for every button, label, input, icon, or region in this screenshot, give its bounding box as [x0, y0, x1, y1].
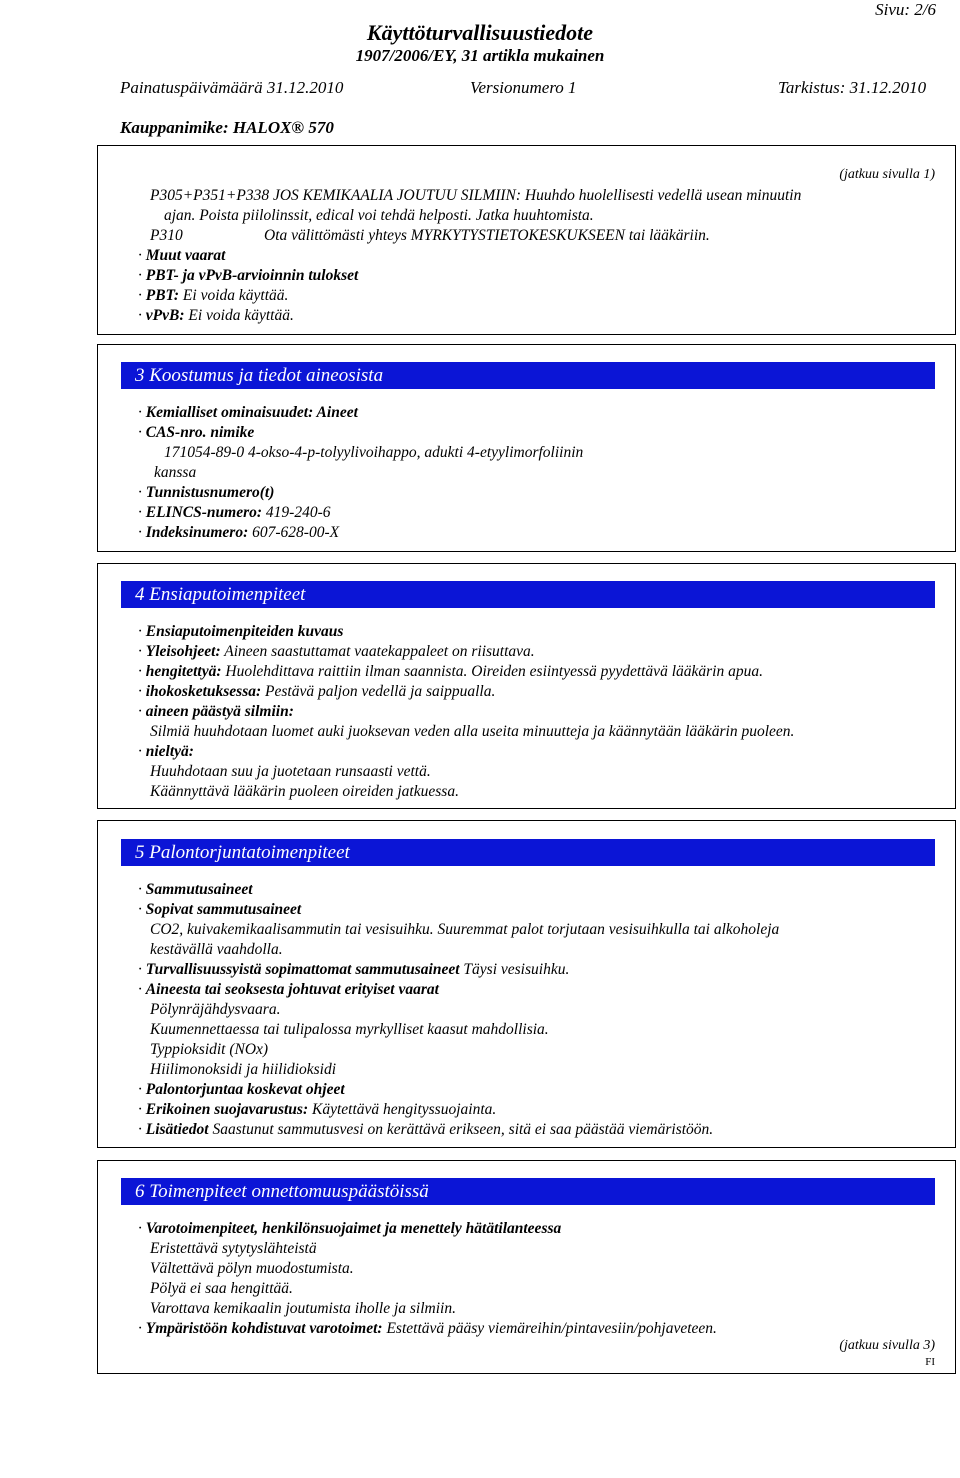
chemical-characterization-label: Kemialliset ominaisuudet: Aineet	[145, 404, 358, 421]
unsuitable-label: Turvallisuussyistä sopimattomat sammutusaineet	[145, 961, 460, 978]
firefighting-advice: · Palontorjuntaa koskevat ohjeet	[138, 1081, 345, 1098]
swallowed-value-1: Huuhdotaan suu ja juotetaan runsaasti vettä.	[150, 763, 431, 780]
cas-value-1: 171054-89-0 4-okso-4-p-tolyylivoihappo, adukti 4-etyylimorfoliinin	[164, 444, 584, 461]
additional-info-row: · Lisätiedot Saastunut sammutusvesi on kerättävä erikseen, sitä ei saa päästää viemäristöön.	[138, 1121, 714, 1138]
suitable-media: · Sopivat sammutusaineet	[138, 901, 302, 918]
section-6-box	[97, 1160, 956, 1374]
inhaled-value: Huolehdittava raittiin ilman saannista. Oireiden esiintyessä pyydettävä lääkärin apua.	[225, 663, 763, 680]
suitable-media-2: kestävällä vaahdolla.	[150, 941, 283, 958]
elincs-value: 419-240-6	[265, 504, 331, 521]
print-date: Painatuspäivämäärä 31.12.2010	[120, 78, 344, 97]
special-hazards-4: Hiilimonoksidi ja hiilidioksidi	[150, 1061, 336, 1078]
pbt-assessment-title: · PBT- ja vPvB-arvioinnin tulokset	[138, 267, 359, 284]
swallowed-row: · nieltyä:	[138, 743, 194, 760]
page-number: Sivu: 2/6	[875, 0, 936, 19]
special-hazards-label: Aineesta tai seoksesta johtuvat erityiset vaarat	[145, 981, 439, 998]
environmental-row: · Ympäristöön kohdistuvat varotoimet: Estettävä pääsy viemäreihin/pintavesiin/pohjaveteen.	[138, 1320, 717, 1337]
document-subtitle: 1907/2006/EY, 31 artikla mukainen	[355, 46, 605, 65]
precautions: · Varotoimenpiteet, henkilönsuojaimet ja menettely hätätilanteessa	[138, 1220, 562, 1237]
cas-label: CAS-nro. nimike	[145, 424, 255, 441]
special-hazards: · Aineesta tai seoksesta johtuvat erityiset vaarat	[138, 981, 439, 998]
p305-line-2: ajan. Poista piilolinssit, edical voi tehdä helposti. Jatka huuhtomista.	[164, 207, 594, 224]
eyes-label: aineen päästyä silmiin:	[145, 703, 294, 720]
skin-value: Pestävä paljon vedellä ja saippualla.	[265, 683, 496, 700]
continued-from: (jatkuu sivulla 1)	[839, 167, 935, 182]
firefighting-advice-label: Palontorjuntaa koskevat ohjeet	[145, 1081, 345, 1098]
skin-label: ihokosketuksessa:	[145, 683, 262, 700]
p310-code: P310	[150, 227, 183, 244]
pbt-value: Ei voida käyttää.	[182, 287, 289, 304]
protective-equipment-label: Erikoinen suojavarustus:	[145, 1101, 309, 1118]
protective-equipment-value: Käytettävä hengityssuojainta.	[312, 1101, 497, 1118]
eyes-value: Silmiä huuhdotaan luomet auki juoksevan veden alla useita minuutteja ja käännytään lääkärin puoleen.	[150, 723, 795, 740]
special-hazards-3: Typpioksidit (NOx)	[150, 1041, 269, 1058]
section-4-heading: 4 Ensiaputoimenpiteet	[121, 581, 935, 608]
elincs-row: · ELINCS-numero: 419-240-6	[138, 504, 331, 521]
vpvb-value: Ei voida käyttää.	[188, 307, 294, 324]
precautions-4: Varottava kemikaalin joutumista iholle ja silmiin.	[150, 1300, 456, 1317]
p310-text: Ota välittömästi yhteys MYRKYTYSTIETOKESKUKSEEN tai lääkäriin.	[264, 227, 710, 244]
language-code: FI	[925, 1356, 935, 1368]
special-hazards-1: Pölynräjähdysvaara.	[150, 1001, 281, 1018]
elincs-label: ELINCS-numero:	[145, 504, 263, 521]
index-row: · Indeksinumero: 607-628-00-X	[138, 524, 340, 541]
identification-numbers-label: Tunnistusnumero(t)	[145, 484, 275, 501]
environmental-label: Ympäristöön kohdistuvat varotoimet:	[145, 1320, 383, 1337]
continued-on: (jatkuu sivulla 3)	[839, 1338, 935, 1353]
unsuitable-row: · Turvallisuussyistä sopimattomat sammutusaineet Täysi vesisuihku.	[138, 961, 570, 978]
pbt-label: PBT:	[145, 287, 180, 304]
section-5-heading: 5 Palontorjuntatoimenpiteet	[121, 839, 935, 866]
document-title: Käyttöturvallisuustiedote	[366, 20, 594, 45]
section-6-heading: 6 Toimenpiteet onnettomuuspäästöissä	[121, 1178, 935, 1205]
additional-info-label: Lisätiedot	[145, 1121, 209, 1138]
extinguishing-media-label: Sammutusaineet	[145, 881, 253, 898]
protective-equipment-row: · Erikoinen suojavarustus: Käytettävä hengityssuojainta.	[138, 1101, 497, 1118]
index-value: 607-628-00-X	[252, 524, 340, 541]
version-number: Versionumero 1	[470, 78, 577, 97]
pbt-assessment-label: PBT- ja vPvB-arvioinnin tulokset	[145, 267, 359, 284]
cas-title: · CAS-nro. nimike	[138, 424, 255, 441]
swallowed-label: nieltyä:	[145, 743, 194, 760]
inhaled-row: · hengitettyä: Huolehdittava raittiin ilman saannista. Oireiden esiintyessä pyydettävä lääkärin apua.	[138, 663, 763, 680]
first-aid-description-label: Ensiaputoimenpiteiden kuvaus	[145, 623, 344, 640]
chemical-characterization: · Kemialliset ominaisuudet: Aineet	[138, 404, 358, 421]
pbt-row: · PBT: Ei voida käyttää.	[138, 287, 289, 304]
additional-info-value: Saastunut sammutusvesi on kerättävä erikseen, sitä ei saa päästää viemäristöön.	[212, 1121, 714, 1138]
environmental-value: Estettävä pääsy viemäreihin/pintavesiin/pohjaveteen.	[386, 1320, 717, 1337]
section-3-heading: 3 Koostumus ja tiedot aineosista	[121, 362, 935, 389]
p305-line-1: P305+P351+P338 JOS KEMIKAALIA JOUTUU SILMIIN: Huuhdo huolellisesti vedellä usean minuutin	[150, 187, 802, 204]
section-3-box	[97, 344, 956, 552]
general-value: Aineen saastuttamat vaatekappaleet on riisuttava.	[224, 643, 535, 660]
precautions-label: Varotoimenpiteet, henkilönsuojaimet ja menettely hätätilanteessa	[145, 1220, 562, 1237]
general-row: · Yleisohjeet: Aineen saastuttamat vaatekappaleet on riisuttava.	[138, 643, 535, 660]
inhaled-label: hengitettyä:	[145, 663, 222, 680]
section-4-box	[97, 563, 956, 809]
first-aid-description: · Ensiaputoimenpiteiden kuvaus	[138, 623, 344, 640]
special-hazards-2: Kuumennettaessa tai tulipalossa myrkylliset kaasut mahdollisia.	[150, 1021, 549, 1038]
hazards-continued-box	[97, 145, 956, 335]
precautions-1: Eristettävä sytytyslähteistä	[150, 1240, 317, 1257]
vpvb-label: vPvB:	[145, 307, 185, 324]
revision-date: Tarkistus: 31.12.2010	[778, 78, 927, 97]
vpvb-row: · vPvB: Ei voida käyttää.	[138, 307, 294, 324]
suitable-media-1: CO2, kuivakemikaalisammutin tai vesisuihku. Suuremmat palot torjutaan vesisuihkulla tai alkoholeja	[150, 921, 780, 938]
unsuitable-value: Täysi vesisuihku.	[463, 961, 570, 978]
skin-row: · ihokosketuksessa: Pestävä paljon vedellä ja saippualla.	[138, 683, 496, 700]
general-label: Yleisohjeet:	[145, 643, 221, 660]
swallowed-value-2: Käännyttävä lääkärin puoleen oireiden jatkuessa.	[150, 783, 459, 800]
section-5-box	[97, 820, 956, 1148]
cas-value-2: kanssa	[154, 464, 197, 481]
precautions-2: Vältettävä pölyn muodostumista.	[150, 1260, 354, 1277]
precautions-3: Pölyä ei saa hengittää.	[150, 1280, 293, 1297]
suitable-media-label: Sopivat sammutusaineet	[145, 901, 302, 918]
trade-name: Kauppanimike: HALOX® 570	[120, 118, 334, 137]
other-hazards-title: · Muut vaarat	[138, 247, 226, 264]
index-label: Indeksinumero:	[145, 524, 249, 541]
extinguishing-media: · Sammutusaineet	[138, 881, 253, 898]
eyes-row: · aineen päästyä silmiin:	[138, 703, 294, 720]
identification-numbers: · Tunnistusnumero(t)	[138, 484, 275, 501]
other-hazards-label: Muut vaarat	[145, 247, 226, 264]
